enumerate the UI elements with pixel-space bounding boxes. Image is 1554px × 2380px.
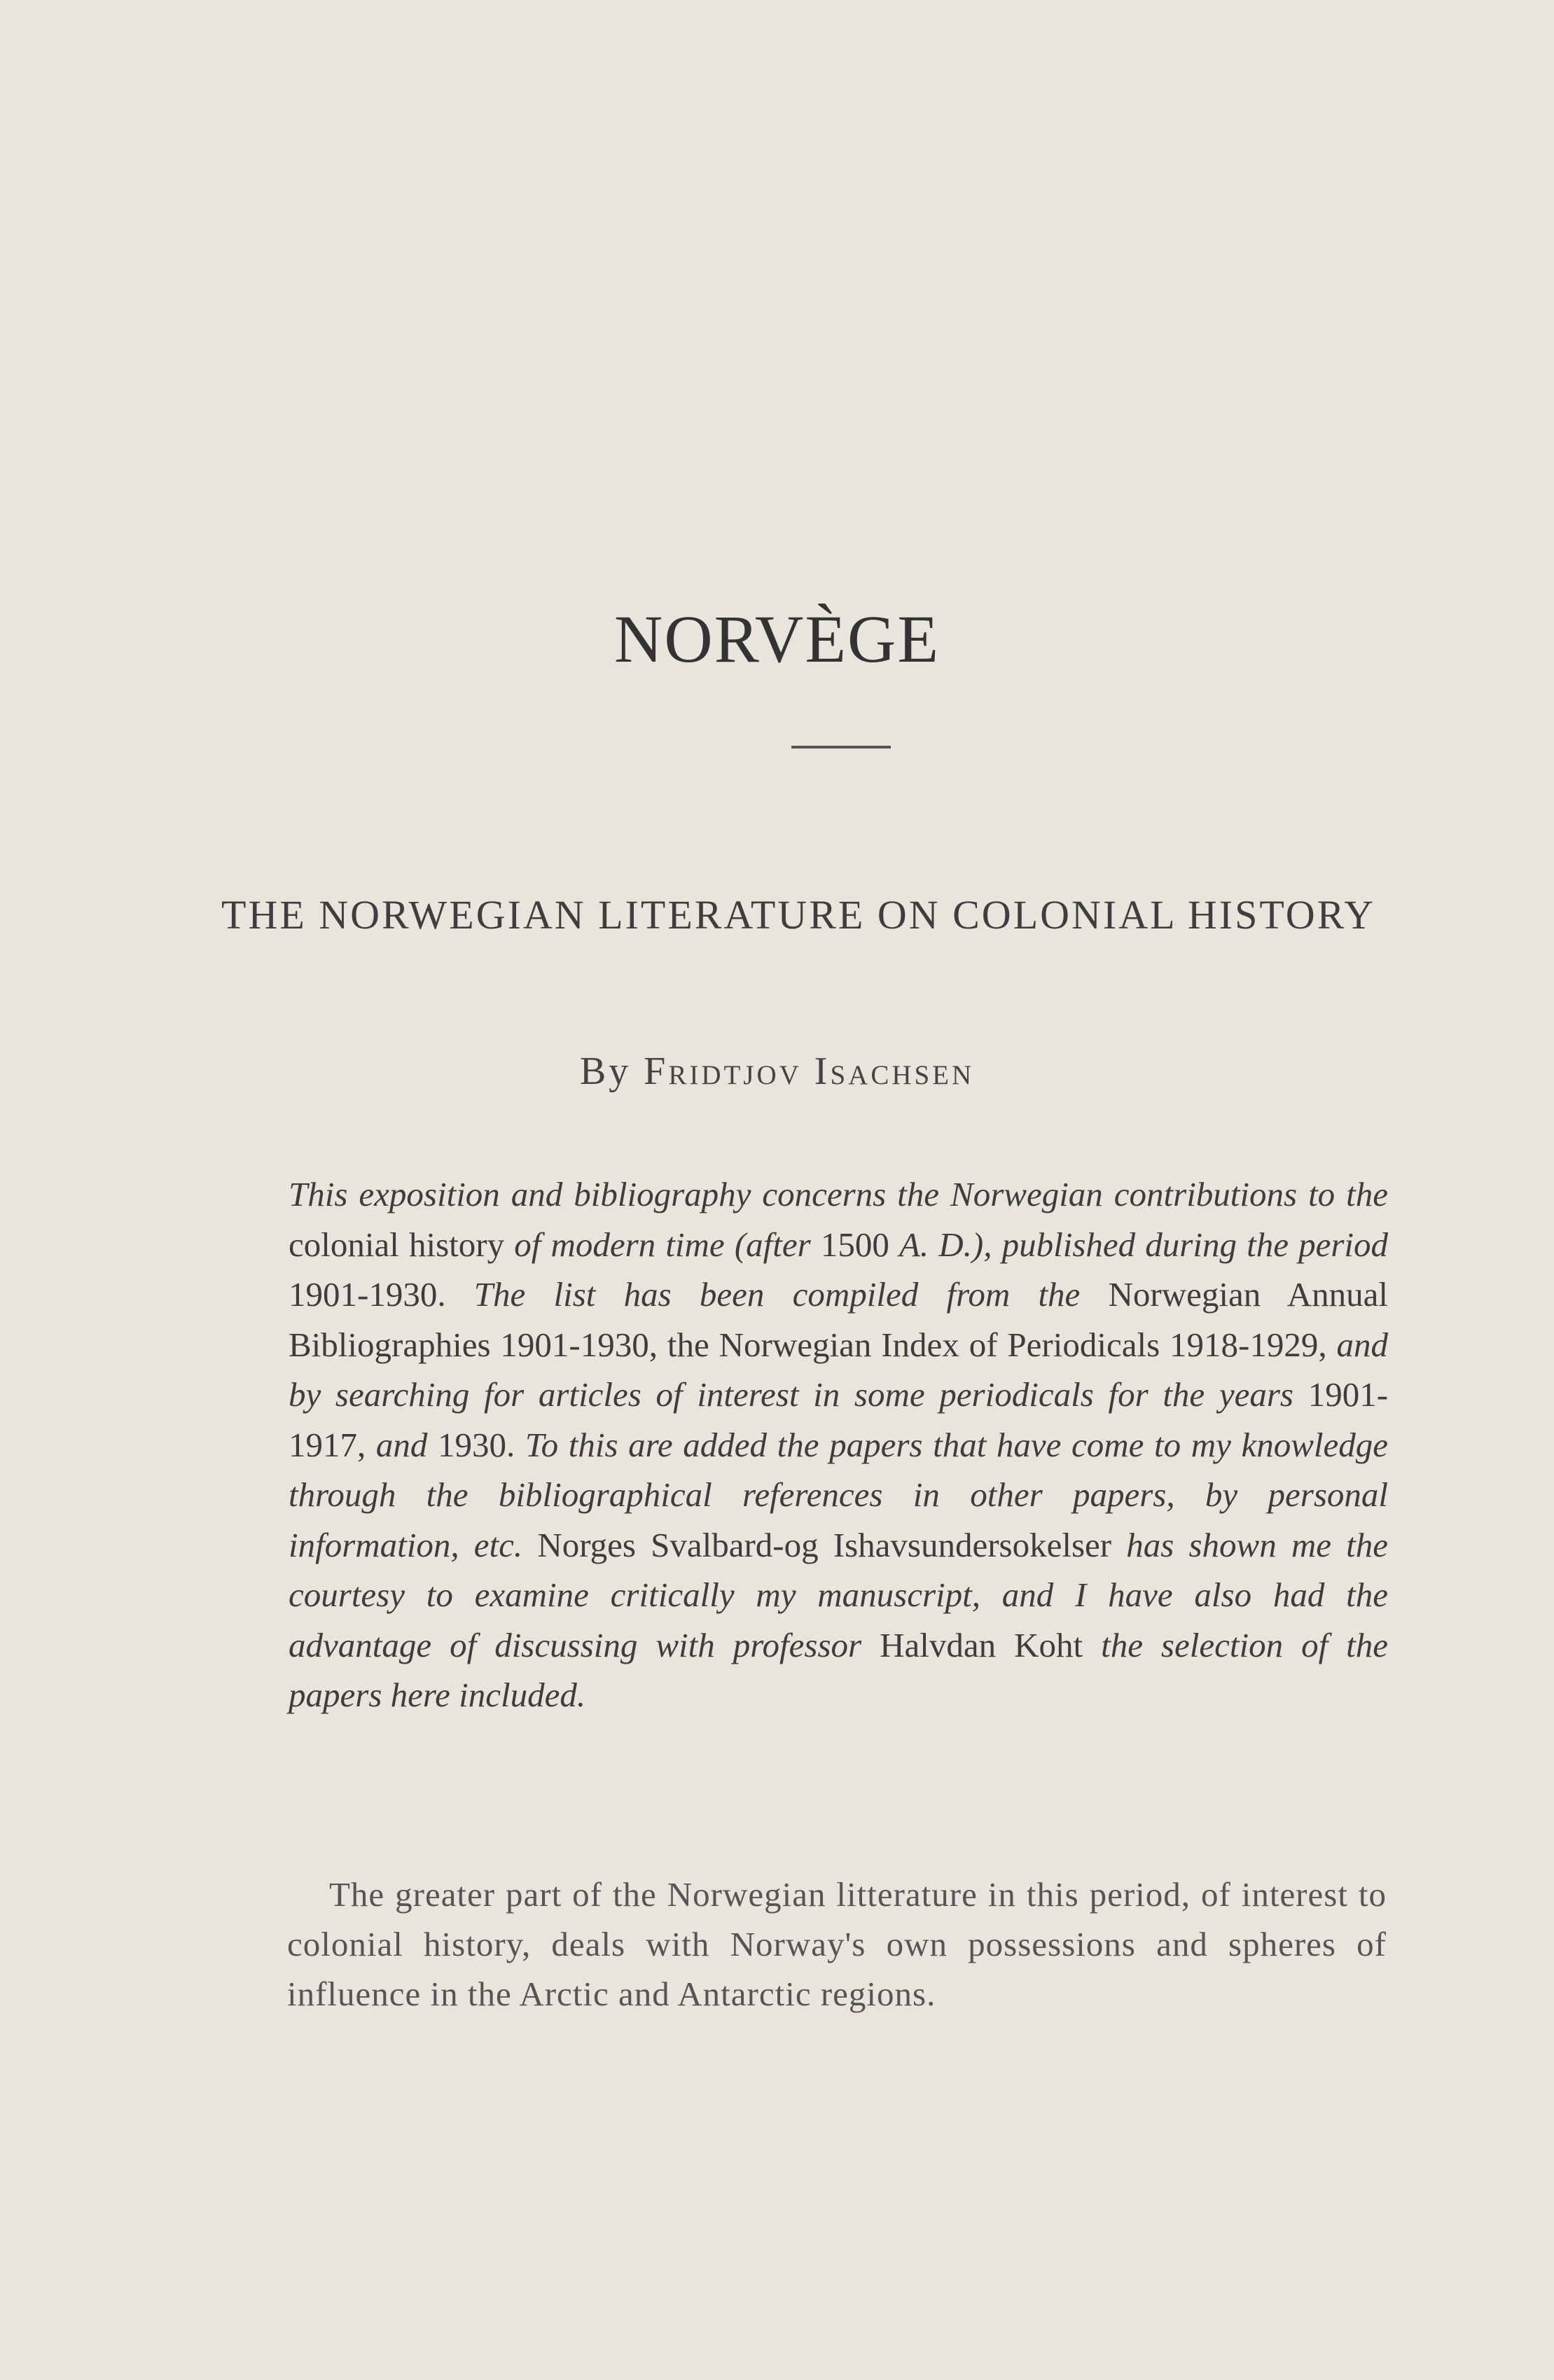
abstract-segment: and by searching for articles of interest in some periodicals for the years <box>289 1325 1389 1414</box>
author-byline <box>0 1047 1554 1096</box>
abstract-segment: A. D.), published during the period <box>899 1225 1389 1264</box>
abstract-segment: Norges Svalbard-og Ishavsundersokelser <box>537 1525 1112 1564</box>
abstract-segment: 1930. <box>438 1425 515 1464</box>
abstract-segment: and <box>375 1425 428 1464</box>
byline-prefix: By <box>579 1050 632 1093</box>
abstract-paragraph <box>289 1169 1388 1720</box>
author-name: Fridtjov Isachsen <box>644 1050 975 1093</box>
abstract-segment: This exposition and bibliography concerns the Norwegian contributions to the <box>289 1175 1388 1213</box>
abstract-segment: Norwegian Annual Bibliographies 1901-1930, the Norwegian Index of Periodicals 1918-1929, <box>289 1275 1388 1364</box>
abstract-segment: colonial history <box>289 1225 505 1264</box>
abstract-segment: The list has been compiled from the <box>473 1275 1081 1314</box>
abstract-segment: of modern time (after <box>514 1225 811 1264</box>
abstract-segment: To this are added the papers that have come to my knowledge through the bibliographical references in other papers, by personal information, etc. <box>289 1425 1389 1564</box>
body-paragraph: The greater part of the Norwegian litterature in this period, of interest to colonial history, deals with Norway's own possessions and spheres of influence in the Arctic and Antarctic regions. <box>287 1875 1387 2013</box>
heading-rule <box>791 746 891 749</box>
page-heading: NORVÈGE <box>614 601 940 676</box>
abstract-segment: 1901-1917, <box>289 1375 1389 1464</box>
abstract-segment: Halvdan Koht <box>880 1625 1083 1664</box>
abstract-segment: 1901-1930. <box>289 1275 446 1314</box>
article-title: THE NORWEGIAN LITERATURE ON COLONIAL HISTORY <box>221 892 1375 938</box>
abstract-segment: has shown me the courtesy to examine critically my manuscript, and I have also had the advantage of discussing with professor <box>289 1525 1389 1664</box>
abstract-segment: 1500 <box>820 1225 889 1264</box>
abstract-segment: the selection of the papers here included. <box>289 1625 1389 1714</box>
